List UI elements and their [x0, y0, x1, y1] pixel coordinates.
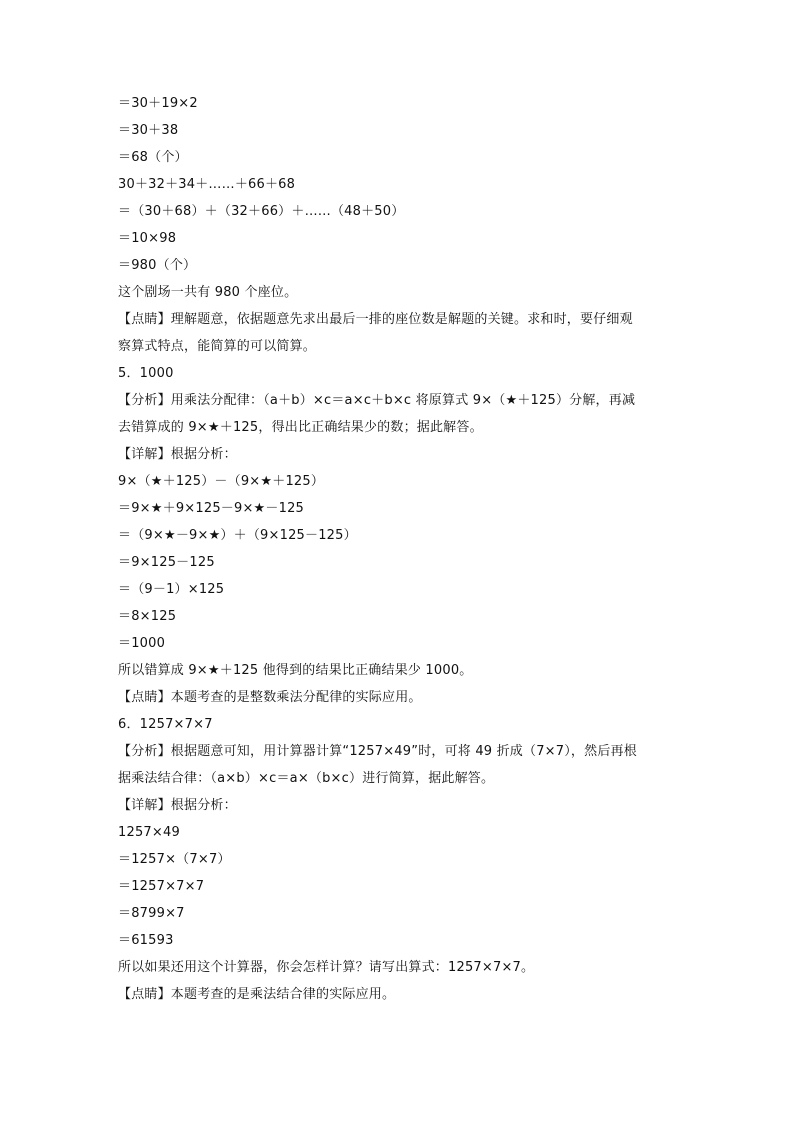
question-heading: 5．1000: [118, 366, 174, 381]
equation-line: 1257×49: [118, 825, 180, 840]
equation-line: ＝30＋38: [118, 123, 179, 138]
comment-line: 【点睛】本题考查的是乘法结合律的实际应用。: [118, 987, 396, 1002]
answer-line: 所以错算成 9×★＋125 他得到的结果比正确结果少 1000。: [118, 663, 473, 678]
equation-line: ＝8×125: [118, 609, 177, 624]
analysis-line: 【分析】用乘法分配律：（a＋b）×c＝a×c＋b×c 将原算式 9×（★＋125）分解，再减: [118, 393, 636, 408]
comment-line: 察算式特点，能简算的可以简算。: [118, 339, 317, 354]
equation-line: ＝9×★＋9×125－9×★－125: [118, 501, 305, 516]
equation-line: ＝30＋19×2: [118, 96, 198, 111]
equation-line: ＝61593: [118, 933, 174, 948]
equation-line: ＝68（个）: [118, 150, 188, 165]
answer-line: 所以如果还用这个计算器，你会怎样计算？请写出算式：1257×7×7。: [118, 960, 535, 975]
comment-line: 【点睛】理解题意，依据题意先求出最后一排的座位数是解题的关键。求和时，要仔细观: [118, 312, 633, 327]
answer-line: 这个剧场一共有 980 个座位。: [118, 285, 298, 300]
equation-line: ＝1000: [118, 636, 166, 651]
equation-line: ＝9×125－125: [118, 555, 215, 570]
equation-line: ＝1257×（7×7）: [118, 852, 231, 867]
equation-line: ＝（9×★－9×★）＋（9×125－125）: [118, 528, 357, 543]
analysis-line: 据乘法结合律：（a×b）×c＝a×（b×c）进行简算，据此解答。: [118, 771, 495, 786]
equation-line: ＝980（个）: [118, 258, 197, 273]
document-body: [118, 90, 678, 1008]
equation-line: ＝1257×7×7: [118, 879, 205, 894]
equation-line: 9×（★＋125）－（9×★＋125）: [118, 474, 325, 489]
comment-line: 【点睛】本题考查的是整数乘法分配律的实际应用。: [118, 690, 422, 705]
equation-line: 30＋32＋34＋……＋66＋68: [118, 177, 296, 192]
equation-line: ＝（9－1）×125: [118, 582, 225, 597]
analysis-line: 去错算成的 9×★＋125，得出比正确结果少的数；据此解答。: [118, 420, 483, 435]
analysis-line: 【分析】根据题意可知，用计算器计算“1257×49”时，可将 49 折成（7×7），然后再根: [118, 744, 637, 759]
solution-label: 【详解】根据分析：: [118, 798, 237, 813]
equation-line: ＝10×98: [118, 231, 177, 246]
question-heading: 6．1257×7×7: [118, 717, 213, 732]
solution-label: 【详解】根据分析：: [118, 447, 237, 462]
equation-line: ＝8799×7: [118, 906, 185, 921]
equation-line: ＝（30＋68）＋（32＋66）＋……（48＋50）: [118, 204, 405, 219]
